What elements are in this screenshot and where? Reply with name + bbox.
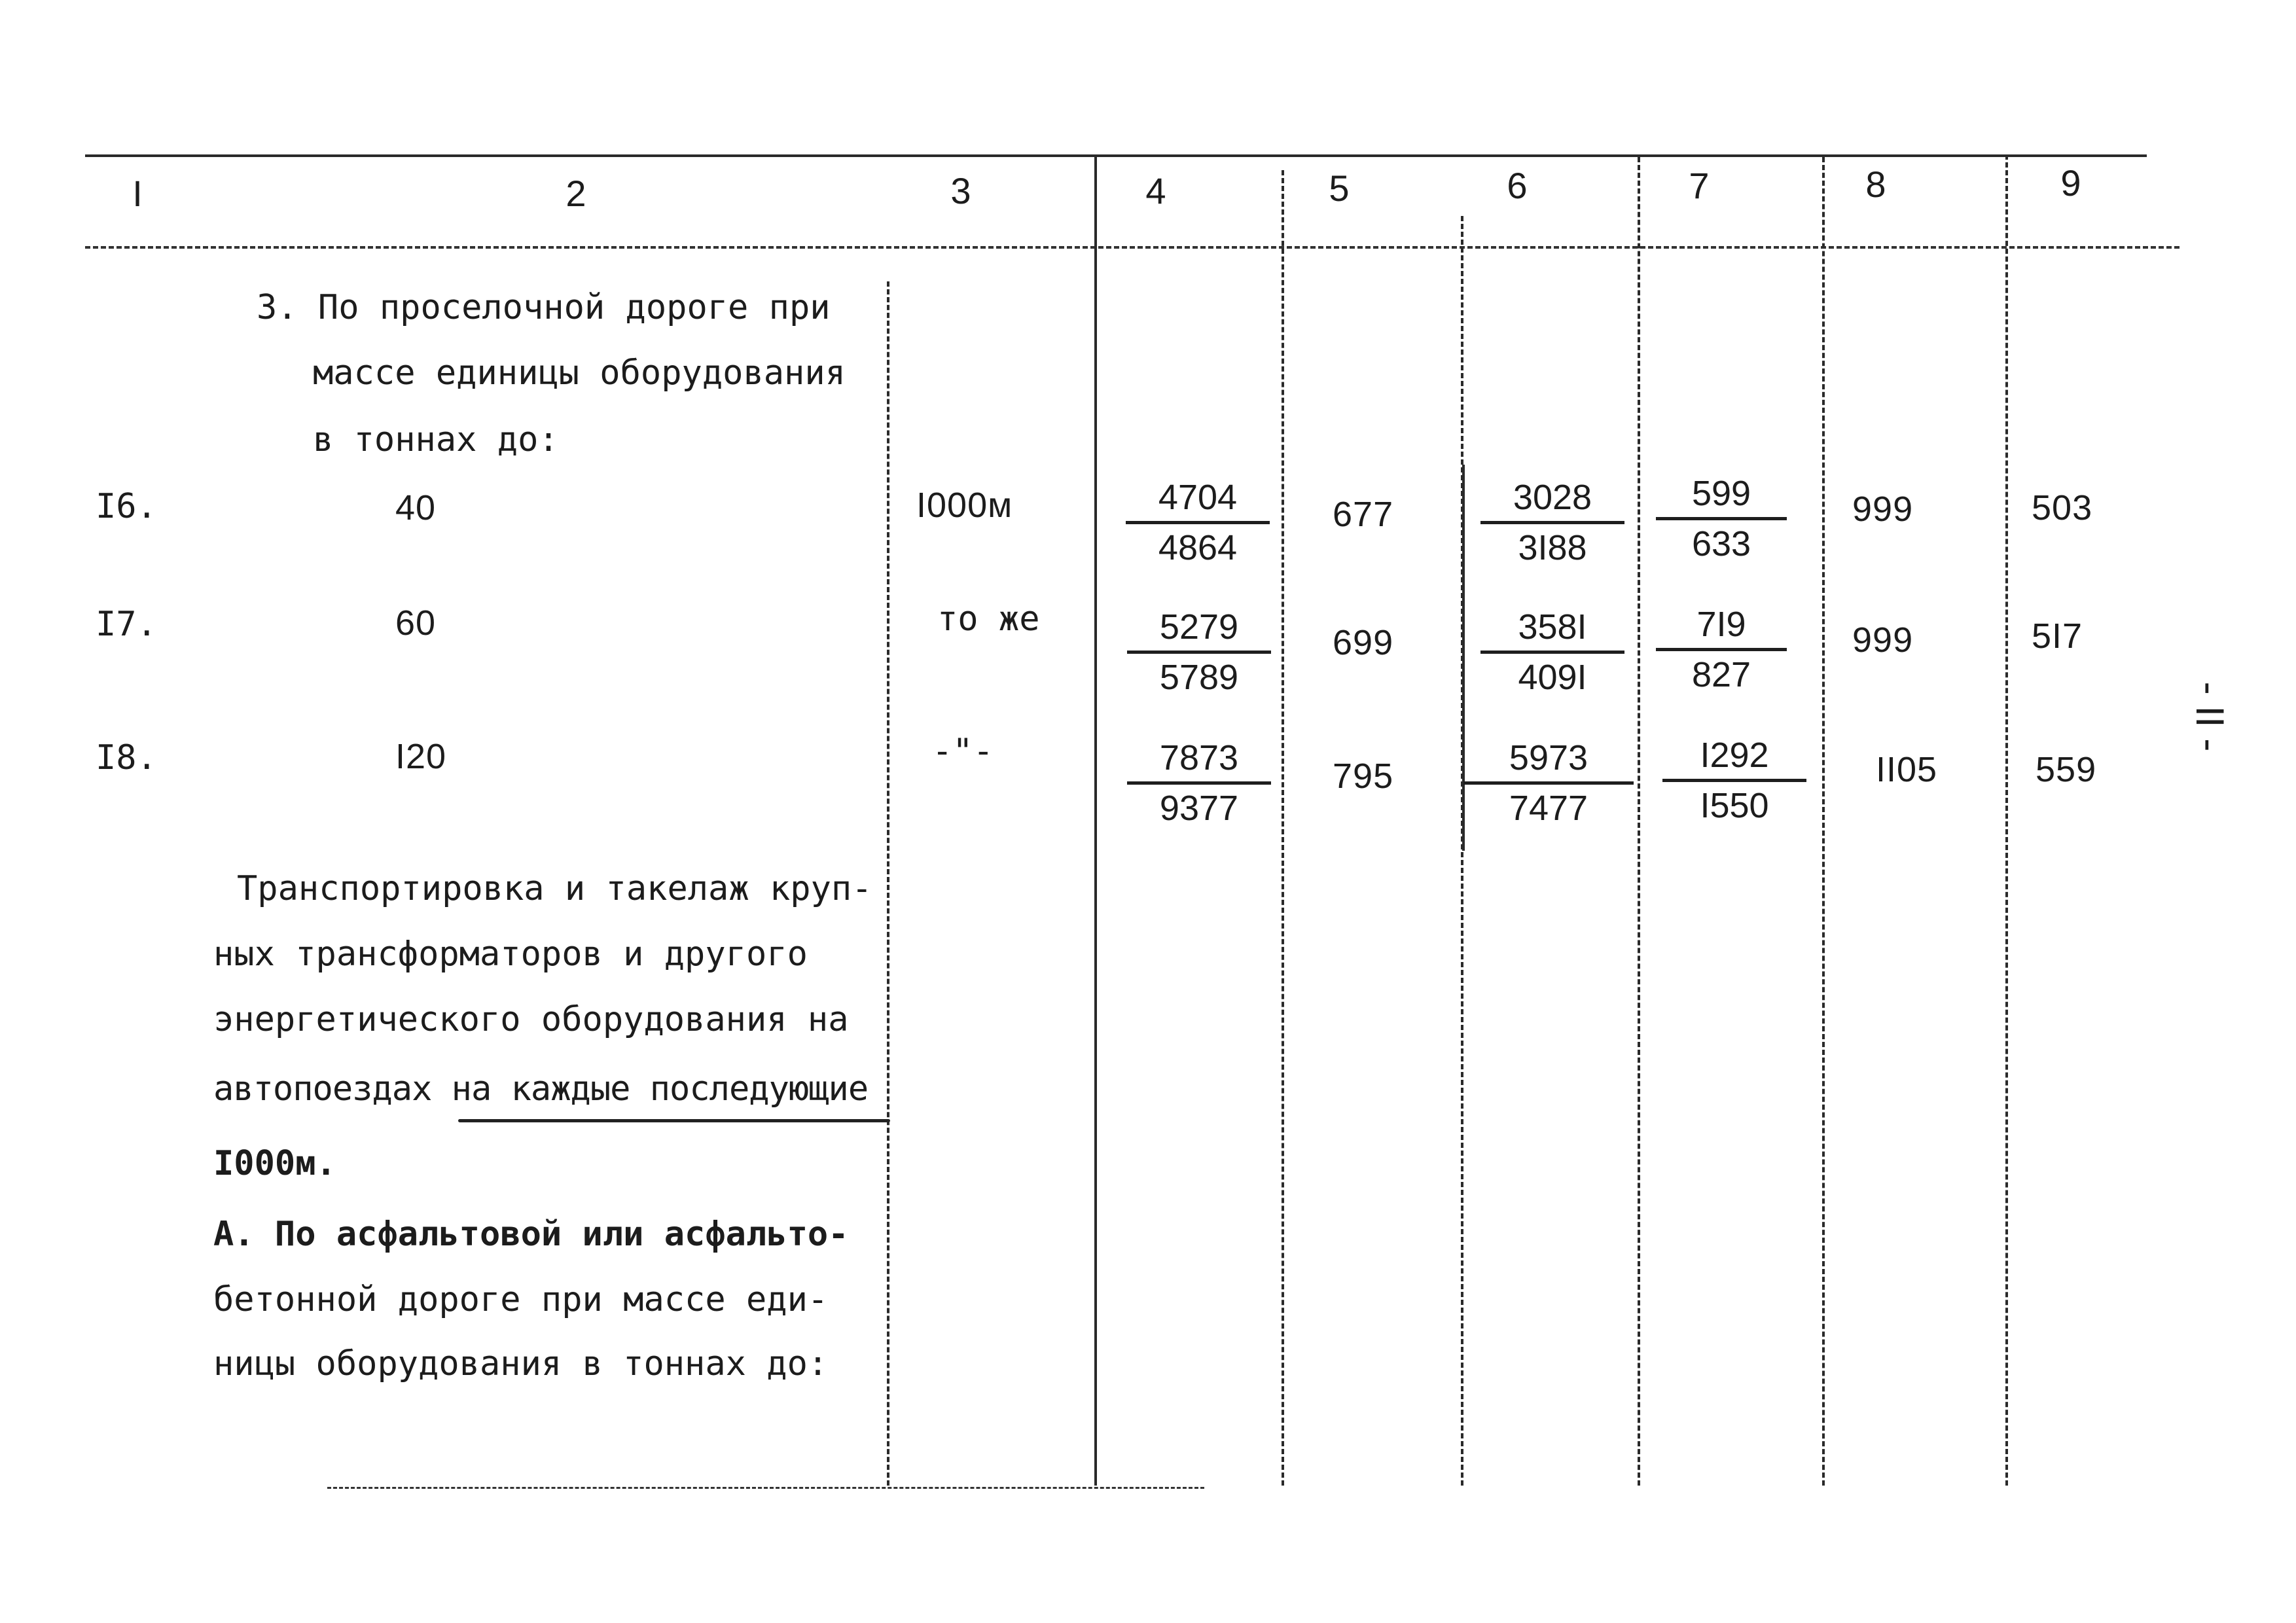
col-sep-6-7: [1638, 157, 1640, 1486]
fraction-bottom: I550: [1700, 786, 1769, 825]
col-sep-4-5: [1282, 170, 1284, 1486]
section-line: массе единицы оборудования: [313, 353, 846, 393]
col6-fraction: [1463, 737, 1634, 829]
col7-fraction: [1662, 734, 1806, 827]
row-mass: I20: [395, 737, 447, 776]
fraction-bottom: 827: [1691, 655, 1751, 694]
fraction-bar: [1656, 648, 1787, 651]
section-line: автопоездах на каждые последующие: [213, 1069, 869, 1109]
row-unit: I000м: [916, 486, 1013, 525]
fraction-bottom: 4864: [1158, 528, 1238, 567]
row-unit: то же: [937, 599, 1040, 639]
row-number: I6.: [96, 487, 157, 526]
header-col-5: 5: [1329, 168, 1350, 209]
section-line: ницы оборудования в тоннах до:: [213, 1344, 829, 1383]
fraction-top: I292: [1700, 736, 1769, 775]
col-sep-3-4: [1094, 157, 1097, 1486]
fraction-top: 3028: [1513, 478, 1592, 517]
fraction-bottom: 633: [1691, 524, 1751, 563]
col8-value: 999: [1852, 490, 1914, 529]
table-bottom-rule: [327, 1487, 1204, 1489]
col9-value: 5I7: [2032, 616, 2083, 656]
fraction-top: 7873: [1159, 738, 1239, 777]
fraction-top: 5279: [1159, 607, 1239, 647]
fraction-bar: [1127, 651, 1271, 654]
fraction-top: 4704: [1158, 478, 1238, 517]
fraction-bar: [1656, 517, 1787, 520]
row-unit: -"-: [932, 732, 994, 771]
header-bottom-rule: [85, 246, 2179, 249]
header-col-4: 4: [1145, 170, 1166, 211]
fraction-bar: [1480, 651, 1624, 654]
fraction-bar: [1127, 781, 1271, 785]
col8-value: 999: [1852, 620, 1914, 660]
col7-fraction: [1656, 603, 1787, 696]
fraction-bottom: 3I88: [1518, 528, 1587, 567]
table-top-rule: [85, 154, 2147, 157]
row-number: I8.: [96, 738, 157, 777]
col7-fraction: [1656, 473, 1787, 565]
section-line: бетонной дороге при массе еди-: [213, 1280, 829, 1319]
row-number: I7.: [96, 605, 157, 644]
section-line: А. По асфальтовой или асфальто-: [213, 1215, 849, 1254]
col-sep-5-6: [1461, 216, 1463, 1486]
fraction-bottom: 7477: [1509, 789, 1588, 828]
row-mass: 60: [395, 603, 437, 643]
col-sep-2-3: [887, 281, 889, 1486]
page-number: - II -: [2188, 681, 2232, 752]
header-col-8: 8: [1865, 164, 1886, 205]
fraction-bar: [1126, 521, 1270, 524]
header-col-1: I: [132, 173, 143, 214]
header-col-3: 3: [950, 170, 971, 211]
header-col-2: 2: [565, 173, 586, 214]
header-col-6: 6: [1507, 165, 1528, 206]
col5-value: 677: [1333, 495, 1394, 534]
col4-fraction: [1127, 737, 1271, 829]
col6-fraction: [1480, 606, 1624, 698]
fraction-bar: [1662, 779, 1806, 782]
fraction-bar: [1480, 521, 1624, 524]
section-line: в тоннах до:: [313, 420, 559, 459]
fraction-bar: [1463, 781, 1634, 785]
col-sep-7-8: [1822, 157, 1825, 1486]
col5-value: 699: [1333, 623, 1394, 662]
col8-value: II05: [1876, 750, 1938, 789]
fraction-bottom: 409I: [1518, 658, 1587, 697]
fraction-bottom: 5789: [1159, 658, 1239, 697]
fraction-top: 5973: [1509, 738, 1588, 777]
handwritten-underline: [458, 1119, 890, 1122]
col5-value: 795: [1333, 757, 1394, 796]
fraction-top: 358I: [1518, 607, 1587, 647]
col6-fraction: [1480, 476, 1624, 569]
col9-value: 503: [2032, 488, 2093, 527]
fraction-bottom: 9377: [1159, 789, 1239, 828]
col4-fraction: [1127, 606, 1271, 698]
row-mass: 40: [395, 488, 437, 527]
fraction-top: 7I9: [1696, 605, 1746, 644]
section-line: Транспортировка и такелаж круп-: [237, 869, 872, 908]
header-col-9: 9: [2060, 162, 2081, 204]
section-line: ных трансформаторов и другого: [213, 935, 808, 974]
col-sep-8-9: [2005, 154, 2008, 1486]
section-line: 3. По проселочной дороге при: [257, 288, 831, 327]
section-line: I000м.: [213, 1144, 336, 1183]
col9-value: 559: [2036, 750, 2097, 789]
fraction-top: 599: [1691, 474, 1751, 513]
section-line: энергетического оборудования на: [213, 1000, 849, 1039]
header-col-7: 7: [1689, 165, 1710, 206]
col4-fraction: [1126, 476, 1270, 569]
